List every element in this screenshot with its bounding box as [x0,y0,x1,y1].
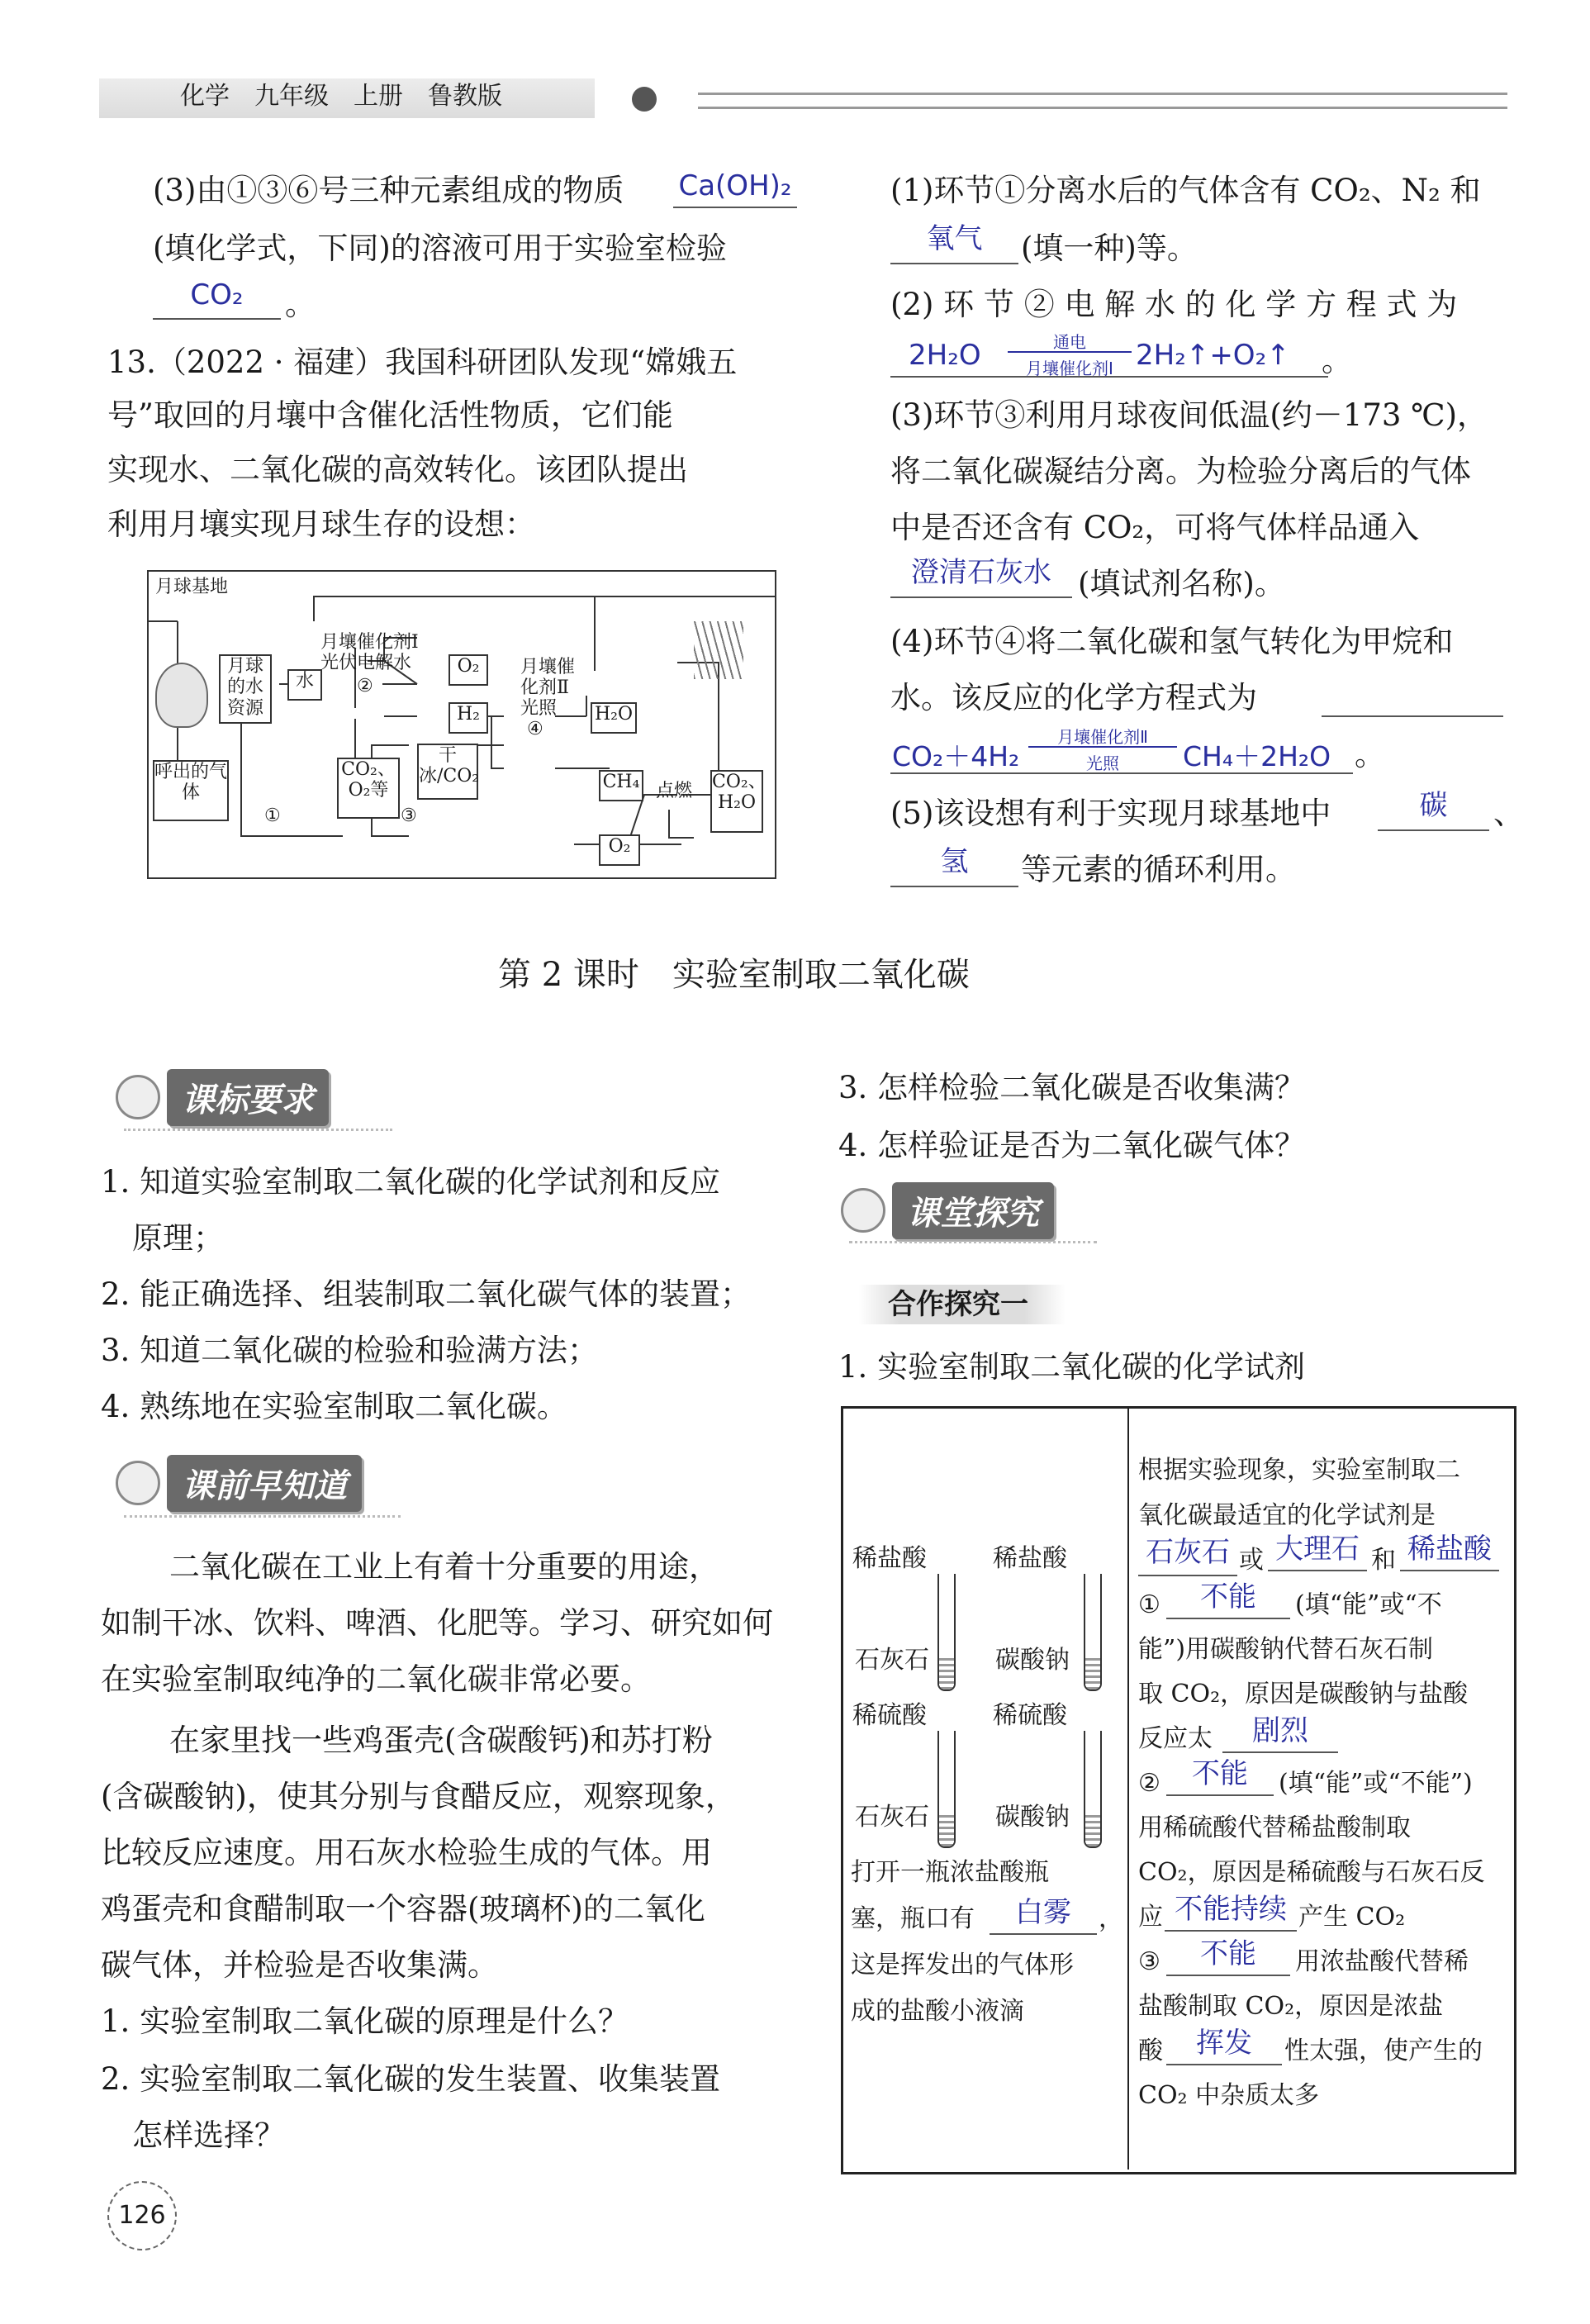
p4-line1: (4)环节④将二氧化碳和氢气转化为甲烷和 [890,624,1454,659]
eq4-rhs: CH₄＋2H₂O [1183,740,1331,772]
req1b: 原理； [132,1220,224,1256]
table-r10: CO₂，原因是稀硫酸与石灰石反 [1138,1858,1485,1887]
pa1: 二氧化碳在工业上有着十分重要的用途， [169,1549,719,1585]
plant-figure [694,621,743,679]
reagent-label: 碳酸钠 [995,1803,1070,1832]
co2-o2-box [337,758,400,819]
table-r9: 用稀硫酸代替稀盐酸制取 [1138,1813,1411,1842]
reagent-label: 碳酸钠 [995,1646,1070,1675]
h2-box [449,702,488,734]
step1-label: ① [264,806,281,826]
pb5: 碳气体，并检验是否收集满。 [101,1947,498,1983]
pb4: 鸡蛋壳和食醋制取一个容器(玻璃杯)的二氧化 [101,1891,705,1927]
table-l1: 打开一瓶浓盐酸瓶 [851,1858,1049,1887]
answer-text: 白雾 [1015,1896,1071,1929]
answer-text: 稀盐酸 [1407,1533,1492,1566]
table-l4: 成的盐酸小液滴 [851,1997,1024,2026]
answer-text: 挥发 [1196,2027,1252,2060]
p4-line2: 水。该反应的化学方程式为 [890,680,1257,715]
answer-blank [1400,1570,1499,1571]
answer-blank [153,318,281,320]
answer-blank [890,263,1018,264]
answer-blank [1166,1794,1274,1796]
table-r13: 盐酸制取 CO₂，原因是浓盐 [1138,1992,1444,2021]
label: O₂ [457,656,480,677]
pb2: (含碳酸钠)，使其分别与食醋反应，观察现象， [101,1779,736,1814]
answer-blank [1322,715,1503,717]
pv-label: 光伏电解水 [320,653,412,673]
moon-base-diagram [147,570,776,879]
answer-blank [1166,1618,1290,1619]
eq2-rhs: 2H₂↑+O₂↑ [1136,339,1290,372]
pb3: 比较反应速度。用石灰水检验生成的气体。用 [101,1835,712,1870]
liquid [1085,1813,1100,1846]
answer-text: 不能 [1200,1937,1256,1970]
p1-tail: (填一种)等。 [1021,230,1198,266]
table-r4: (填“能”或“不 [1295,1590,1442,1619]
p3-line3: 中是否还含有 CO₂，可将气体样品通入 [890,510,1420,545]
label: CO₂、O₂等 [341,759,396,801]
p5-sep: 、 [1493,796,1524,831]
answer-blank [990,1933,1097,1935]
q12-p3-line2: (填化学式，下同)的溶液可用于实验室检验 [153,230,727,266]
table-r14: 酸 [1138,2036,1163,2065]
answer-blank [1222,1751,1338,1753]
p3-line1: (3)环节③利用月球夜间低温(约－173 ℃)， [890,397,1488,433]
q13-line2: 号”取回的月壤中含催化活性物质，它们能 [107,397,673,433]
eq2-cond-bottom: 月壤催化剂Ⅰ [1026,359,1113,378]
reagent-label: 稀硫酸 [993,1701,1067,1730]
label: H₂ [456,704,480,725]
answer-text: 石灰石 [1146,1536,1230,1569]
water-resource-box [219,654,272,724]
table-r14-end: 性太强，使产生的 [1284,2036,1483,2065]
answer-text: 大理石 [1275,1533,1360,1566]
cat2b-label: 化剂Ⅱ [520,677,569,698]
clock-icon [841,1188,885,1233]
table-r11: 应 [1138,1903,1163,1932]
badge-curriculum [116,1072,329,1122]
reagent-label: 石灰石 [855,1803,929,1832]
reagent-label: 稀硫酸 [852,1701,927,1730]
badge-preview [116,1458,362,1508]
table-r12-pre: ③ [1138,1947,1160,1976]
table-r6: 取 CO₂，原因是碳酸钠与盐酸 [1138,1680,1469,1709]
table-r11-end: 产生 CO₂ [1298,1903,1406,1932]
test-tube [937,1731,956,1848]
answer-text: 澄清石灰水 [911,556,1051,589]
answer-blank [673,207,797,208]
label: CO₂、H₂O [712,772,767,814]
q13-line3: 实现水、二氧化碳的高效转化。该团队提出 [107,452,688,487]
req4: 4. 熟练地在实验室制取二氧化碳。 [101,1389,568,1424]
q13-line4: 利用月壤实现月球生存的设想： [107,506,535,542]
table-r12: 用浓盐酸代替稀 [1295,1947,1469,1976]
label: 干冰/CO₂ [419,745,480,787]
table-r5: 能”)用碳酸钠代替石灰石制 [1138,1635,1434,1664]
table-divider [1127,1406,1129,2170]
o2-bottom-box [599,834,640,866]
clock-icon [116,1461,160,1505]
p5-line: (5)该设想有利于实现月球基地中 [890,796,1331,831]
answer-blank [1268,1570,1367,1571]
q12-p3-prefix: (3)由①③⑥号三种元素组成的物质 [153,173,624,208]
ignite-label: 点燃 [656,781,693,801]
table-r3-or: 或 [1239,1546,1264,1575]
eq2-lhs: 2H₂O [909,339,981,372]
q13-line1: 13.（2022 · 福建）我国科研团队发现“嫦娥五 [107,345,738,380]
liquid [939,1656,954,1690]
answer-text: 不能 [1192,1757,1248,1790]
answer-blank [890,596,1072,598]
p3-tail: (填试剂名称)。 [1078,566,1285,601]
answer-text: 剧烈 [1252,1714,1308,1747]
answer-text: CO₂ [190,278,244,311]
answer-text: 氧气 [926,222,983,255]
reagent-label: 稀盐酸 [852,1544,927,1573]
liquid [939,1813,954,1846]
ch4-box [599,770,643,801]
header-text: 化学 九年级 上册 鲁教版 [180,82,502,111]
page-number: 126 [107,2181,177,2250]
label: CH₄ [602,772,640,792]
label: H₂O [594,704,634,725]
answer-blank [1378,829,1489,831]
eq4-rule [1028,746,1177,748]
req2: 2. 能正确选择、组装制取二氧化碳气体的装置； [101,1276,752,1312]
eq4-end: 。 [1355,737,1385,772]
label: 呼出的气体 [154,762,228,804]
reagent-label: 稀盐酸 [993,1544,1067,1573]
eq4-cond-bottom: 光照 [1086,753,1119,773]
table-r4-pre: ① [1138,1590,1160,1619]
table-r3-and: 和 [1371,1546,1396,1575]
divider [849,1241,1097,1243]
badge-label: 课标要求 [167,1069,329,1126]
clock-icon [116,1075,160,1119]
answer-blank [1165,1930,1297,1932]
answer-text: 氢 [940,845,969,878]
badge-label: 课堂探究 [892,1182,1054,1239]
q2a: 2. 实验室制取二氧化碳的发生装置、收集装置 [101,2061,721,2097]
label: 月球的水资源 [226,656,263,719]
o2-top-box [449,654,488,686]
eq2-cond-top: 通电 [1053,332,1086,352]
table-l2-end: ， [1099,1904,1123,1933]
pa3: 在实验室制取纯净的二氧化碳非常必要。 [101,1661,651,1697]
table-r8-pre: ② [1138,1769,1160,1798]
eq4-cond-top: 月壤催化剂Ⅱ [1057,727,1148,747]
badge-inclass [841,1186,1054,1235]
test-tube [1084,1574,1102,1691]
table-r8: (填“能”或“不能”) [1279,1769,1473,1798]
p3-line2: 将二氧化碳凝结分离。为检验分离后的气体 [890,454,1471,489]
p2-line: (2) 环 节 ② 电 解 水 的 化 学 方 程 式 为 [890,287,1458,322]
h2o-box [591,702,637,734]
p5-tail: 等元素的循环利用。 [1021,852,1296,887]
eq2-rule [1008,351,1132,353]
req3: 3. 知道二氧化碳的检验和验满方法； [101,1333,599,1368]
table-r15: CO₂ 中杂质太多 [1138,2081,1320,2110]
answer-text: 不能持续 [1175,1893,1287,1926]
pb1: 在家里找一些鸡蛋壳(含碳酸钙)和苏打粉 [169,1723,713,1758]
step3-label: ③ [401,806,417,826]
diagram-title: 月球基地 [155,577,229,597]
step2-label: ② [357,676,373,696]
badge-label: 课前早知道 [167,1455,362,1512]
test-tube [937,1574,956,1691]
eq4-lhs: CO₂＋4H₂ [892,740,1020,772]
q3: 3. 怎样检验二氧化碳是否收集满？ [838,1070,1306,1105]
test-tube [1084,1731,1102,1848]
eq2-end: 。 [1322,343,1352,378]
divider [124,1515,401,1518]
p1-line: (1)环节①分离水后的气体含有 CO₂、N₂ 和 [890,173,1481,208]
exhaled-box [153,760,229,821]
divider [124,1129,392,1131]
answer-blank [1138,1575,1237,1576]
cat2a-label: 月壤催 [520,657,576,677]
dryice-box [417,744,478,800]
table-l3: 这是挥发出的气体形 [851,1951,1074,1979]
q4: 4. 怎样验证是否为二氧化碳气体？ [838,1128,1306,1163]
label: 水 [295,671,314,691]
cat1-label: 月壤催化剂Ⅰ [320,632,419,653]
table-l2: 塞，瓶口有 [851,1904,975,1933]
answer-text: 碳 [1419,789,1448,822]
table-r2: 氧化碳最适宜的化学试剂是 [1138,1501,1436,1530]
answer-text: 不能 [1200,1580,1256,1613]
header-dot [632,87,657,112]
pa2: 如制干冰、饮料、啤酒、化肥等。学习、研究如何 [101,1605,773,1641]
liquid [1085,1656,1100,1690]
water-box [287,669,322,701]
light-label: 光照 [520,698,558,719]
co2-h2o-box [710,770,767,833]
req1a: 1. 知道实验室制取二氧化碳的化学试剂和反应 [101,1164,721,1200]
q2b: 怎样选择？ [132,2117,285,2153]
person-figure [155,663,208,728]
reagent-label: 石灰石 [855,1646,929,1675]
header-rule [698,93,1507,109]
answer-text: Ca(OH)₂ [678,169,792,202]
step4-label: ④ [527,719,543,739]
table-r7: 反应太 [1138,1724,1213,1753]
q12-p3-end: 。 [285,287,316,322]
s1: 1. 实验室制取二氧化碳的化学试剂 [838,1349,1306,1385]
q1: 1. 实验室制取二氧化碳的原理是什么？ [101,2003,629,2039]
table-r1: 根据实验现象，实验室制取二 [1138,1456,1460,1485]
answer-blank [1166,1975,1290,1976]
lesson-title: 第 2 课时 实验室制取二氧化碳 [498,956,970,994]
subsection-title: 合作探究一 [888,1288,1028,1321]
label: O₂ [608,836,631,857]
answer-blank [890,886,1018,887]
answer-blank [1166,2064,1282,2065]
